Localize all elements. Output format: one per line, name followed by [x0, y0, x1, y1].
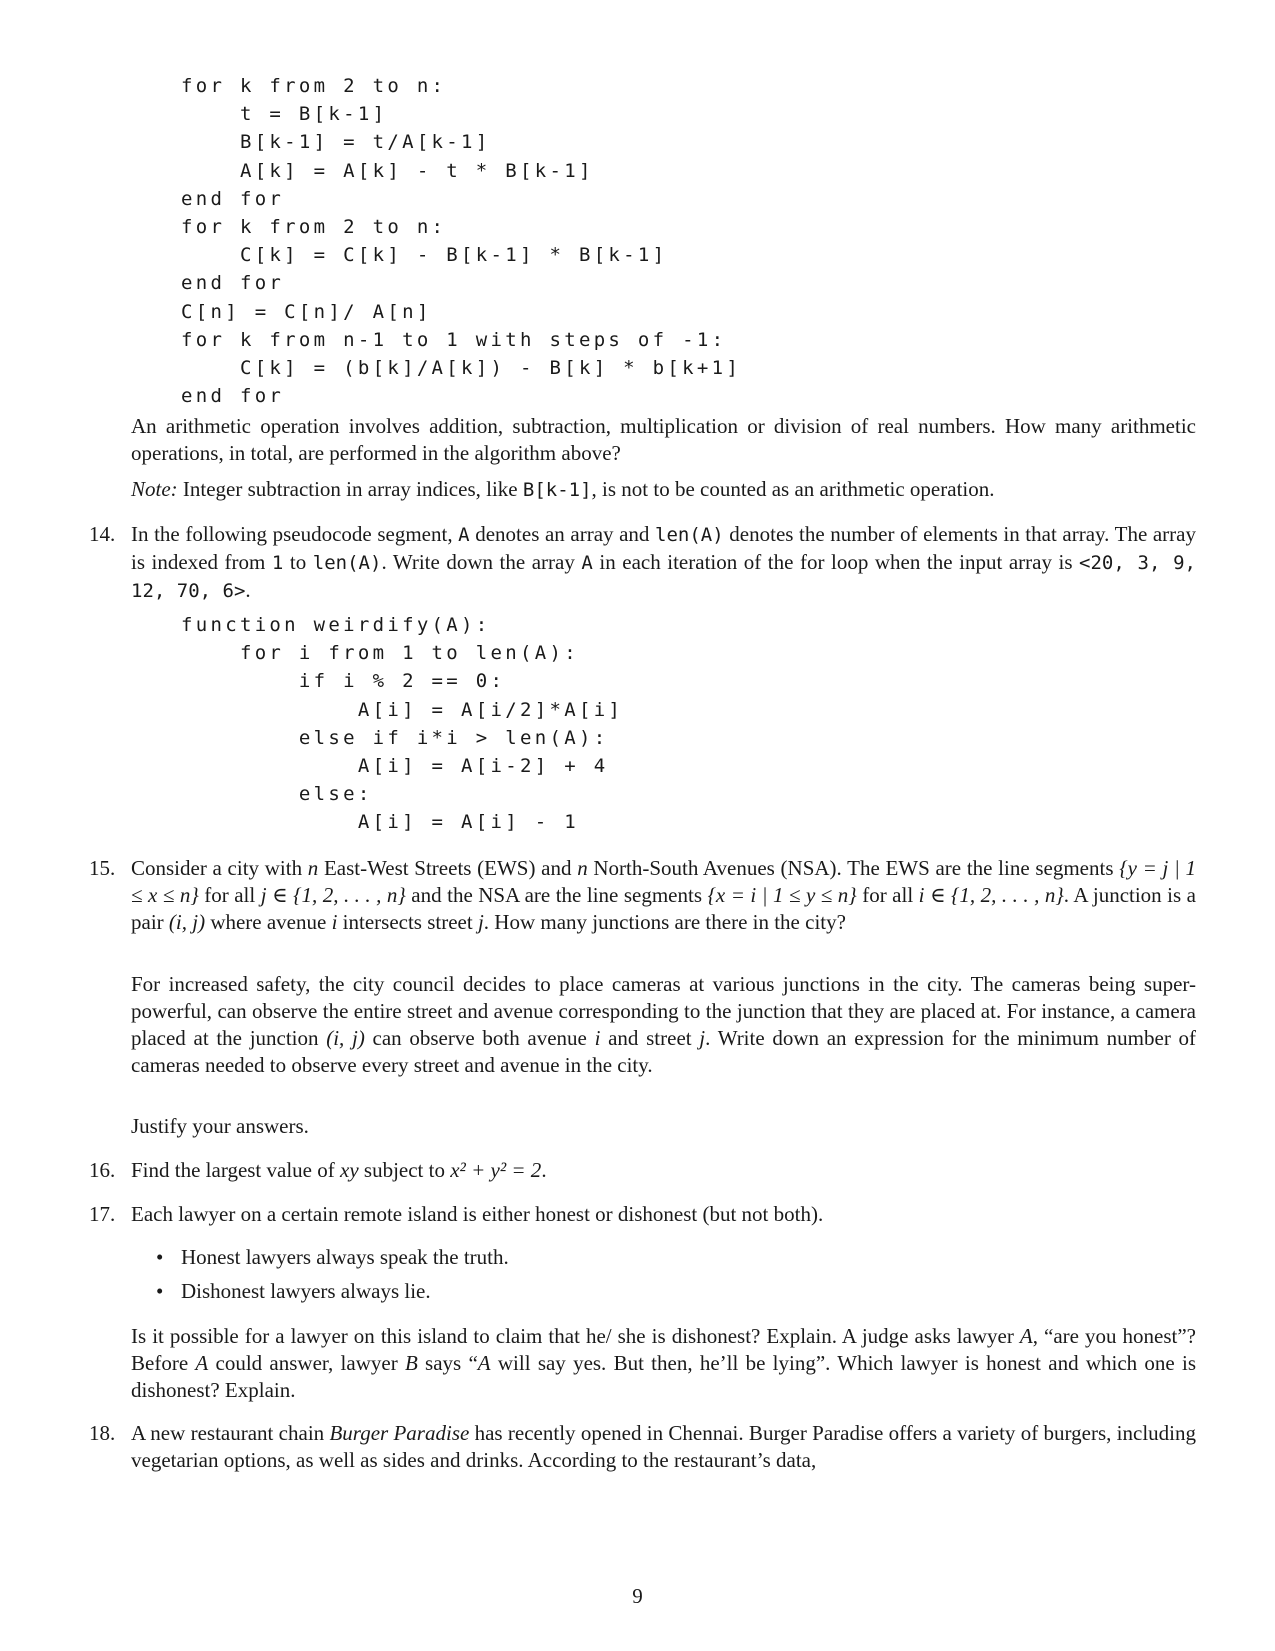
q16-text: Find the largest value of xy subject to x² + y² = 2.: [131, 1158, 547, 1182]
q13-note: Note: Integer subtraction in array indices, like B[k-1], is not to be counted as an arithmetic operation.: [131, 477, 995, 501]
code-block-2-line: A[i] = A[i/2]*A[i]: [181, 698, 624, 721]
q15-paragraph-2: For increased safety, the city council decides to place cameras at various junctions in the city. The cameras being super-powerful, can observe the entire street and avenue corresponding to the junction that they are placed at. For instance, a camera placed at the junction (i, j) can observe both avenue i and street j. Write down an expression for the minimum number of cameras needed to observe every street and avenue in the city.: [131, 972, 1197, 1077]
code-block-2-line: A[i] = A[i] - 1: [181, 811, 579, 834]
code-block-1-line: C[k] = (b[k]/A[k]) - B[k] * b[k+1]: [181, 356, 742, 379]
question-number-17: 17.: [89, 1202, 116, 1226]
code-block-2-line: function weirdify(A):: [181, 614, 491, 636]
code-block-1-line: t = B[k-1]: [181, 103, 388, 126]
page-number: 9: [632, 1584, 643, 1608]
code-block-2: [181, 612, 623, 838]
q15-paragraph-1: Consider a city with n East-West Streets (EWS) and n North-South Avenues (NSA). The EWS are the line segments {y = j | 1 ≤ x ≤ n} for all j ∈ {1, 2, . . . , n} and the NSA are the line segments {x = i | 1 ≤ y ≤ n} for all i ∈ {1, 2, . . . , n}. A junction is a pair (i, j) where avenue i intersects street j. How many junctions are there in the city?: [131, 856, 1197, 934]
code-block-1-line: C[n] = C[n]/ A[n]: [181, 300, 432, 323]
q17-bullet-1: Honest lawyers always speak the truth.: [181, 1245, 509, 1269]
code-block-1-line: for k from 2 to n:: [181, 75, 447, 97]
code-block-1-line: B[k-1] = t/A[k-1]: [181, 131, 491, 154]
question-number-15: 15.: [89, 856, 116, 880]
q13-paragraph: An arithmetic operation involves addition, subtraction, multiplication or division of real numbers. How many arithmetic operations, in total, are performed in the algorithm above?: [131, 414, 1196, 465]
code-block-1-line: C[k] = C[k] - B[k-1] * B[k-1]: [181, 244, 668, 267]
note-label: Note:: [131, 477, 178, 501]
bullet-dot: •: [156, 1279, 164, 1303]
code-block-1: [181, 72, 741, 410]
q17-paragraph: Is it possible for a lawyer on this island to claim that he/ she is dishonest? Explain. A judge asks lawyer A, “are you honest”? Before A could answer, lawyer B says “A will say yes. But then, he’ll be lying”. Which lawyer is honest and which one is dishonest? Explain.: [131, 1324, 1197, 1402]
code-block-1-line: end for: [181, 187, 285, 210]
question-number-16: 16.: [89, 1158, 116, 1182]
code-block-2-line: if i % 2 == 0:: [181, 670, 506, 693]
code-block-1-line: end for: [181, 272, 285, 295]
code-block-1-line: for k from 2 to n:: [181, 215, 447, 238]
question-number-14: 14.: [89, 522, 116, 546]
code-block-1-line: for k from n-1 to 1 with steps of -1:: [181, 328, 727, 351]
q17-bullet-2: Dishonest lawyers always lie.: [181, 1279, 431, 1303]
q18-text: A new restaurant chain Burger Paradise has recently opened in Chennai. Burger Paradise offers a variety of burgers, including vegetarian options, as well as sides and drinks. According to the restaurant’s data,: [131, 1421, 1196, 1472]
code-block-2-line: for i from 1 to len(A):: [181, 642, 579, 665]
question-number-18: 18.: [89, 1421, 116, 1445]
code-block-1-line: A[k] = A[k] - t * B[k-1]: [181, 159, 594, 182]
bullet-dot: •: [156, 1245, 164, 1269]
code-block-2-line: else:: [181, 783, 373, 806]
q17-intro: Each lawyer on a certain remote island is either honest or dishonest (but not both).: [131, 1202, 824, 1226]
q14-text: In the following pseudocode segment, A denotes an array and len(A) denotes the number of elements in that array. The array is indexed from 1 to len(A). Write down the array A in each iteration of the for loop when the input array is <20, 3, 9, 12, 70, 6>.: [131, 522, 1196, 602]
code-block-2-line: A[i] = A[i-2] + 4: [181, 754, 609, 777]
q15-paragraph-3: Justify your answers.: [131, 1114, 309, 1138]
code-block-1-line: end for: [181, 385, 285, 408]
code-block-2-line: else if i*i > len(A):: [181, 726, 609, 749]
